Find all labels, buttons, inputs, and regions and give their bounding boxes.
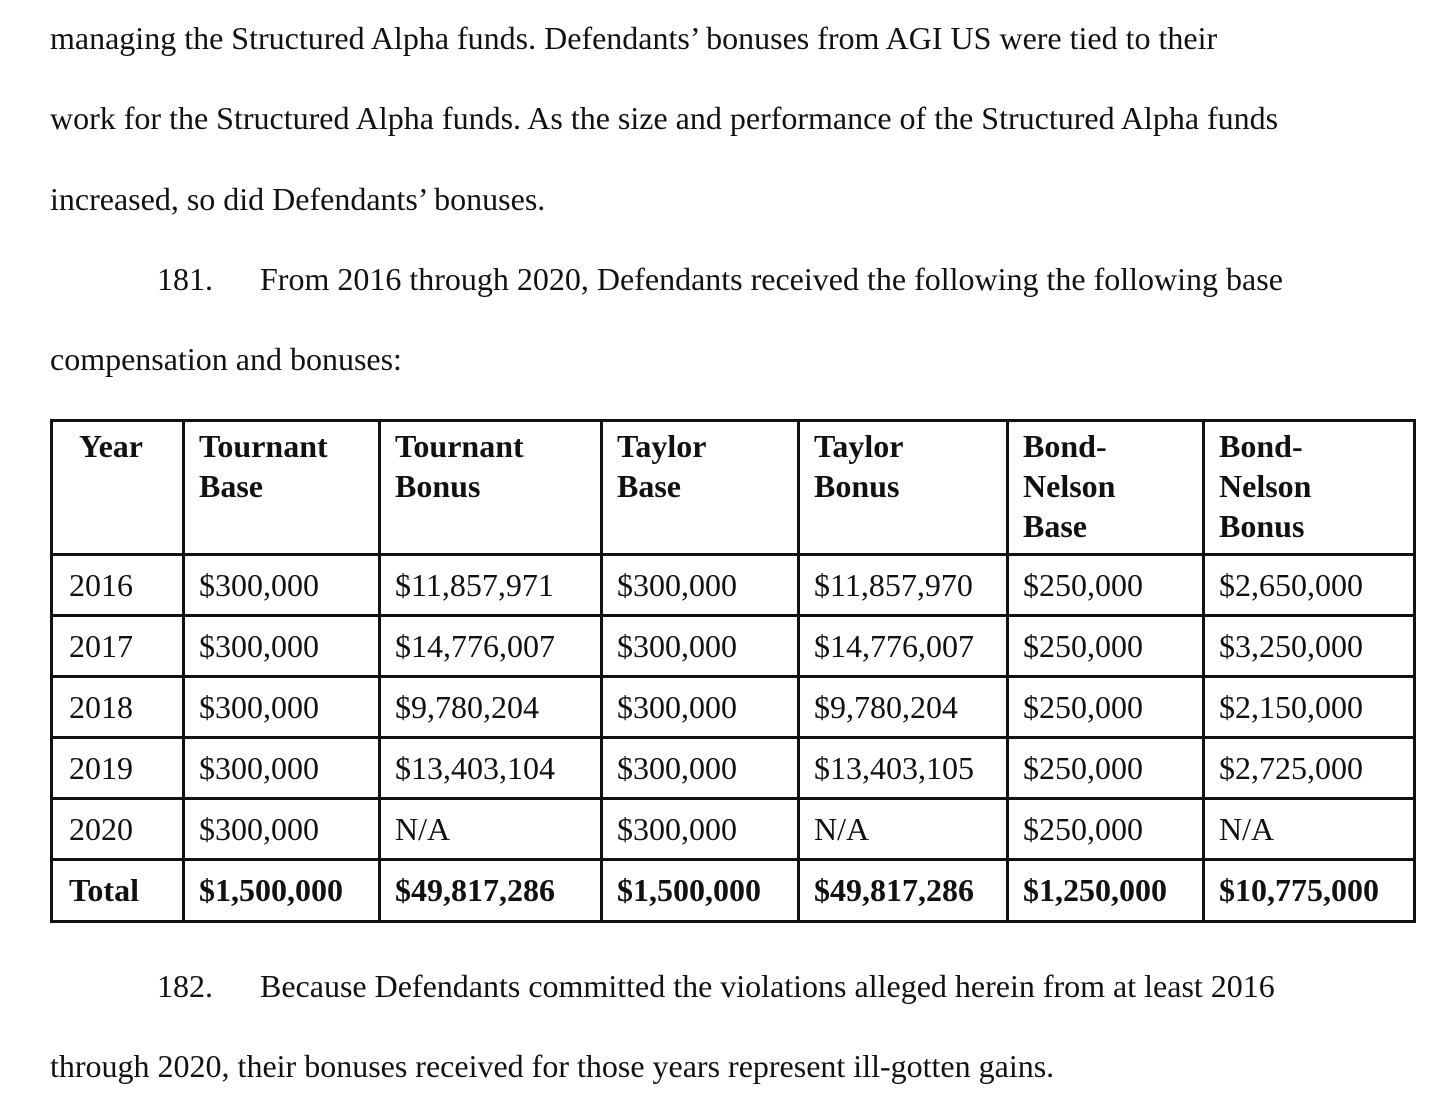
cell-tournant-bonus: $14,776,007 [380, 616, 602, 677]
table-row [52, 799, 1415, 860]
cell-year: 2019 [52, 738, 184, 799]
cell-taylor-bonus: $14,776,007 [799, 616, 1008, 677]
paragraph-182-line-1: Because Defendants committed the violations alleged herein from at least 2016 [260, 968, 1275, 1004]
cell-taylor-base: $300,000 [602, 555, 799, 616]
compensation-table [50, 419, 1416, 923]
cell-taylor-bonus: $11,857,970 [799, 555, 1008, 616]
cell-tournant-bonus: $13,403,104 [380, 738, 602, 799]
cell-tournant-bonus: $9,780,204 [380, 677, 602, 738]
paragraph-number-182: 182. [157, 968, 213, 1004]
paragraph-182-line-2: through 2020, their bonuses received for those years represent ill-gotten gains. [50, 1048, 1055, 1084]
cell-bond-nelson-bonus: $3,250,000 [1204, 616, 1415, 677]
cell-tournant-base: $300,000 [184, 616, 380, 677]
cell-tournant-base: $300,000 [184, 738, 380, 799]
paragraph-181-line-2: compensation and bonuses: [50, 341, 402, 377]
table-row [52, 677, 1415, 738]
cell-bond-nelson-base: $250,000 [1008, 555, 1204, 616]
cell-taylor-bonus: $13,403,105 [799, 738, 1008, 799]
cell-taylor-bonus: N/A [799, 799, 1008, 860]
cell-total-taylor-bonus: $49,817,286 [799, 860, 1008, 922]
cell-bond-nelson-bonus: N/A [1204, 799, 1415, 860]
cell-total-tournant-bonus: $49,817,286 [380, 860, 602, 922]
table-row [52, 555, 1415, 616]
header-bond-nelson-bonus: Bond- Nelson Bonus [1204, 421, 1415, 555]
table-row [52, 738, 1415, 799]
cell-taylor-base: $300,000 [602, 616, 799, 677]
cell-taylor-base: $300,000 [602, 677, 799, 738]
cell-bond-nelson-bonus: $2,150,000 [1204, 677, 1415, 738]
cell-taylor-base: $300,000 [602, 738, 799, 799]
cell-year: 2016 [52, 555, 184, 616]
cell-bond-nelson-base: $250,000 [1008, 616, 1204, 677]
header-bond-nelson-base: Bond- Nelson Base [1008, 421, 1204, 555]
table-row [52, 616, 1415, 677]
cell-taylor-bonus: $9,780,204 [799, 677, 1008, 738]
cell-tournant-bonus: $11,857,971 [380, 555, 602, 616]
cell-tournant-base: $300,000 [184, 677, 380, 738]
paragraph-181-line-1: From 2016 through 2020, Defendants received the following the following base [260, 261, 1283, 297]
cell-total-bond-nelson-base: $1,250,000 [1008, 860, 1204, 922]
cell-bond-nelson-bonus: $2,725,000 [1204, 738, 1415, 799]
cell-bond-nelson-bonus: $2,650,000 [1204, 555, 1415, 616]
cell-total-bond-nelson-bonus: $10,775,000 [1204, 860, 1415, 922]
cell-tournant-bonus: N/A [380, 799, 602, 860]
header-year: Year [52, 421, 184, 555]
cell-total-label: Total [52, 860, 184, 922]
cell-taylor-base: $300,000 [602, 799, 799, 860]
intro-line-2: work for the Structured Alpha funds. As the size and performance of the Structured Alpha funds [50, 100, 1279, 136]
header-taylor-bonus: Taylor Bonus [799, 421, 1008, 555]
cell-bond-nelson-base: $250,000 [1008, 799, 1204, 860]
cell-year: 2020 [52, 799, 184, 860]
cell-tournant-base: $300,000 [184, 555, 380, 616]
cell-year: 2017 [52, 616, 184, 677]
intro-line-3: increased, so did Defendants’ bonuses. [50, 181, 546, 217]
table-total-row [52, 860, 1415, 922]
intro-line-1: managing the Structured Alpha funds. Defendants’ bonuses from AGI US were tied to their [50, 20, 1218, 56]
cell-bond-nelson-base: $250,000 [1008, 738, 1204, 799]
cell-total-tournant-base: $1,500,000 [184, 860, 380, 922]
cell-bond-nelson-base: $250,000 [1008, 677, 1204, 738]
table-header-row [52, 421, 1415, 555]
paragraph-number-181: 181. [157, 261, 213, 297]
header-tournant-base: Tournant Base [184, 421, 380, 555]
cell-year: 2018 [52, 677, 184, 738]
cell-tournant-base: $300,000 [184, 799, 380, 860]
header-tournant-bonus: Tournant Bonus [380, 421, 602, 555]
cell-total-taylor-base: $1,500,000 [602, 860, 799, 922]
header-taylor-base: Taylor Base [602, 421, 799, 555]
